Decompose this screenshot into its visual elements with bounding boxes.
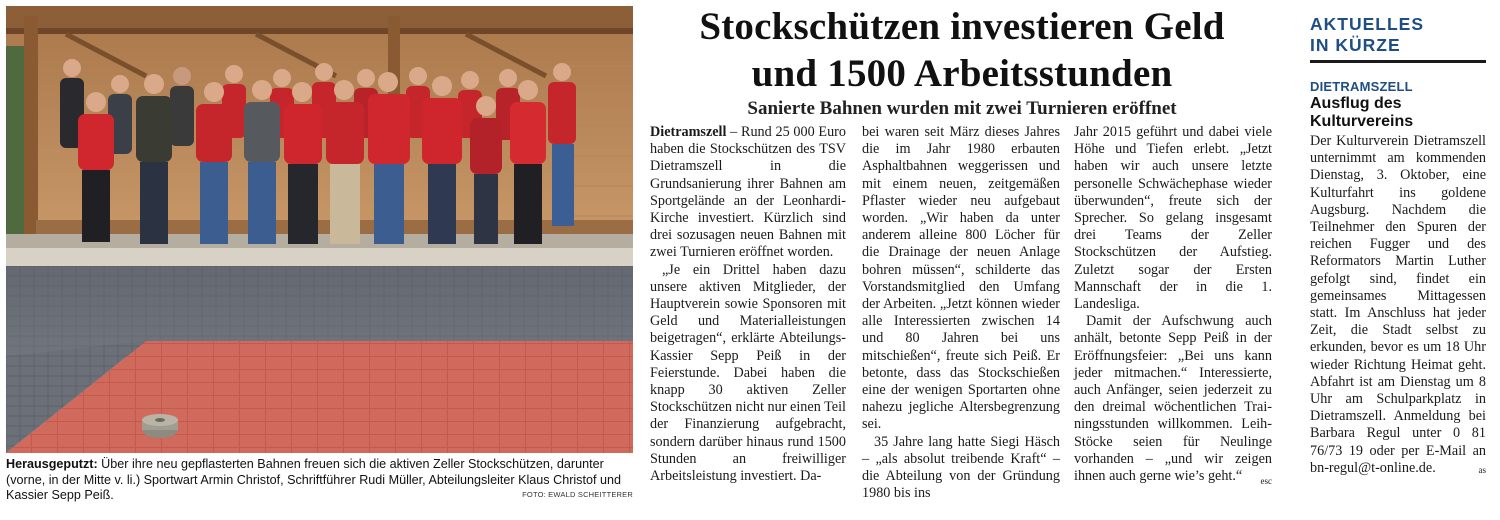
photo-caption: [6, 457, 633, 504]
article-column-2: [862, 124, 1060, 502]
brief-signature: as: [1478, 465, 1486, 476]
article-headline: [642, 3, 1282, 97]
article-column-3: [1074, 124, 1272, 490]
paragraph: „Je ein Drittel haben dazu unsere aktiven Mitglieder, der Hauptverein sowie Sponsoren mit Geld und Materialleistungen beigetragen“, erklärte Abteilungs-Kassier Sepp Peiß in der Feierstunde. Dabei haben die knapp 30 aktiven Zeller Stockschützen nicht nur einen Teil der Finanzierung aufgebracht, sondern darüber hinaus rund 1500 Stunden an freiwilliger Arbeitsleistung investiert. Da-: [650, 261, 846, 485]
group-photo-illustration: [6, 6, 633, 453]
headline-line-1: Stockschützen investieren Geld: [699, 5, 1225, 48]
sidebar-title: [1310, 14, 1486, 56]
brief-headline: Ausflug des Kulturvereins: [1310, 95, 1414, 130]
author-signature: esc: [1260, 476, 1272, 487]
dateline: Dietramszell: [650, 124, 727, 140]
article-column-1: [650, 124, 846, 485]
article-subheadline: Sanierte Bahnen wurden mit zwei Turnieren eröffnet: [747, 98, 1177, 119]
paragraph-text: – Rund 25 000 Euro haben die Stockschützen des TSV Dietramszell in die Grundsanierung ihrer Bahnen am Sportgelände an der Leonhardi-Kirche investiert. Kürzlich sind drei sozusagen neuen Bahnen mit zwei Turnieren eröffnet worden.: [650, 124, 846, 261]
brief-body: Der Kulturverein Dietramszell unternimmt am kommenden Dienstag, 3. Oktober, eine Kulturfahrt ins goldene Augsburg. Nachdem die Teilnehmer den Spuren der reichen Fugger und des Reformators Martin Luther gefolgt sind, findet ein gemeinsames Mittagessen statt. Im Anschluss hat jeder Zeit, die Stadt selbst zu erkunden, bevor es um 18 Uhr wieder Richtung Heimat geht. Abfahrt ist am Dienstag um 8 Uhr am Schulparkplatz in Dietramszell. Anmeldung bei Barbara Regul unter 0 81 76/73 19 oder per E-Mail an bn-regul@t-online.de.: [1310, 133, 1486, 476]
sidebar-title-line-1: AKTUELLES: [1310, 14, 1424, 34]
sidebar-divider: [1310, 60, 1486, 63]
article-photo: [6, 6, 633, 453]
paragraph: bei waren seit März dieses Jahres die im Jahr 1980 erbauten Asphaltbahnen weggerissen und mit einem neuen, zeitgemäßen Pflaster wieder neu aufgebaut worden. „Wir haben da unter anderem alleine 800 Löcher für die Drainage der neuen Anlage bohren müssen“, schilderte das Vorstandsmitglied den Umfang der Arbeiten. „Jetzt können wieder alle Interessierten zwischen 14 und 80 Jahren bei uns mitschießen“, freute sich Peiß. Er betonte, dass das Stockschießen eine der wenigen Sportarten ohne nahezu jegliche Altersbegrenzung sei.: [862, 124, 1060, 433]
photo-credit: FOTO: EWALD SCHEITTERER: [522, 490, 633, 500]
news-brief-sidebar: [1310, 14, 1486, 475]
paragraph: 35 Jahre lang hatte Siegi Häsch – „als absolut treibende Kraft“ – die Abteilung von der Gründung 1980 bis ins: [862, 433, 1060, 502]
paragraph: Damit der Aufschwung auch anhält, betonte Sepp Peiß in der Eröffnungsfeier: „Bei uns kann jeder mitmachen.“ Interessierte, auch Anfänger, seien jederzeit zu den dreimal wöchentlichen Trainingsstunden willkommen. Leih-Stöcke seien für Neulinge vorhanden – „und wir zeigen ihnen auch gerne wie’s geht.“: [1074, 313, 1272, 485]
paragraph: Jahr 2015 geführt und dabei viele Höhe und Tiefen erlebt. „Jetzt haben wir auch unsere letzte personelle Schwächephase wieder überwunden“, freute sich der Sprecher. So gelang insgesamt drei Teams der Zeller Stockschützen der Aufstieg. Zuletzt sogar der Ersten Mannschaft der in die 1. Landesliga.: [1074, 124, 1272, 313]
paragraph: [650, 124, 846, 262]
brief-location: DIETRAMSZELL: [1310, 79, 1413, 94]
sidebar-title-line-2: IN KÜRZE: [1310, 35, 1401, 55]
caption-lead: Herausgeputzt:: [6, 457, 98, 471]
caption-text: Über ihre neu gepflasterten Bahnen freuen sich die aktiven Zeller Stockschützen, darunter (vorne, in der Mitte v. li.) Sportwart Armin Christof, Schriftführer Rudi Müller, Abteilungsleiter Klaus Christof und Kassier Sepp Peiß.: [6, 457, 621, 503]
headline-line-2: und 1500 Arbeitsstunden: [751, 52, 1173, 95]
